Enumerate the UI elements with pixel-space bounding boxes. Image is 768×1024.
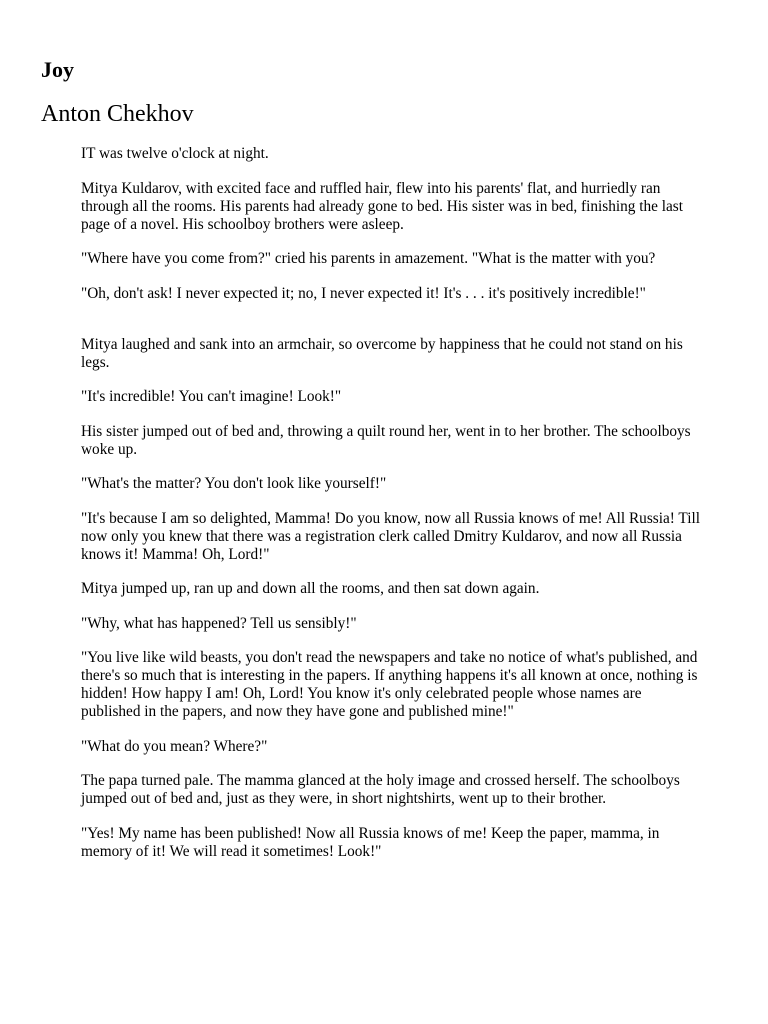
paragraph: "It's incredible! You can't imagine! Look!" [81, 388, 342, 405]
story-author: Anton Chekhov [41, 101, 194, 127]
story-title: Joy [41, 57, 74, 82]
paragraph: Mitya jumped up, ran up and down all the rooms, and then sat down again. [81, 580, 540, 597]
paragraph: "Yes! My name has been published! Now all Russia knows of me! Keep the paper, mamma, in memory of it! We will read it sometimes! Look!" [81, 824, 660, 860]
paragraph: The papa turned pale. The mamma glanced at the holy image and crossed herself. The schoolboys jumped out of bed and, just as they were, in short nightshirts, went up to their brother. [81, 772, 680, 807]
paragraph: "Oh, don't ask! I never expected it; no, I never expected it! It's . . . it's positively incredible!" [81, 284, 646, 302]
paragraph: "What do you mean? Where?" [81, 737, 268, 755]
paragraph: IT was twelve o'clock at night. [81, 145, 269, 162]
paragraph: "Why, what has happened? Tell us sensibly!" [81, 614, 357, 632]
paragraph: "What's the matter? You don't look like yourself!" [81, 475, 387, 492]
paragraph: "It's because I am so delighted, Mamma! Do you know, now all Russia knows of me! All Russia! Till now only you knew that there was a registration clerk called Dmitry Kuldarov, and now all Russia knows it! Mamma! Oh, Lord!" [81, 509, 700, 563]
paragraph: Mitya Kuldarov, with excited face and ruffled hair, flew into his parents' flat, and hurriedly ran through all the rooms. His parents had already gone to bed. His sister was in bed, finishing the last page of a novel. His schoolboy brothers were asleep. [81, 179, 683, 233]
paragraph: Mitya laughed and sank into an armchair, so overcome by happiness that he could not stand on his legs. [81, 335, 683, 371]
paragraph: "You live like wild beasts, you don't read the newspapers and take no notice of what's published, and there's so much that is interesting in the papers. If anything happens it's all known at once, nothing is hidden! How happy I am! Oh, Lord! You know it's only celebrated people whose names are published in the papers, and now they have gone and published mine!" [81, 649, 698, 720]
story-body [81, 145, 701, 877]
paragraph: His sister jumped out of bed and, throwing a quilt round her, went in to her brother. The schoolboys woke up. [81, 422, 691, 458]
paragraph: "Where have you come from?" cried his parents in amazement. "What is the matter with you? [81, 250, 656, 267]
